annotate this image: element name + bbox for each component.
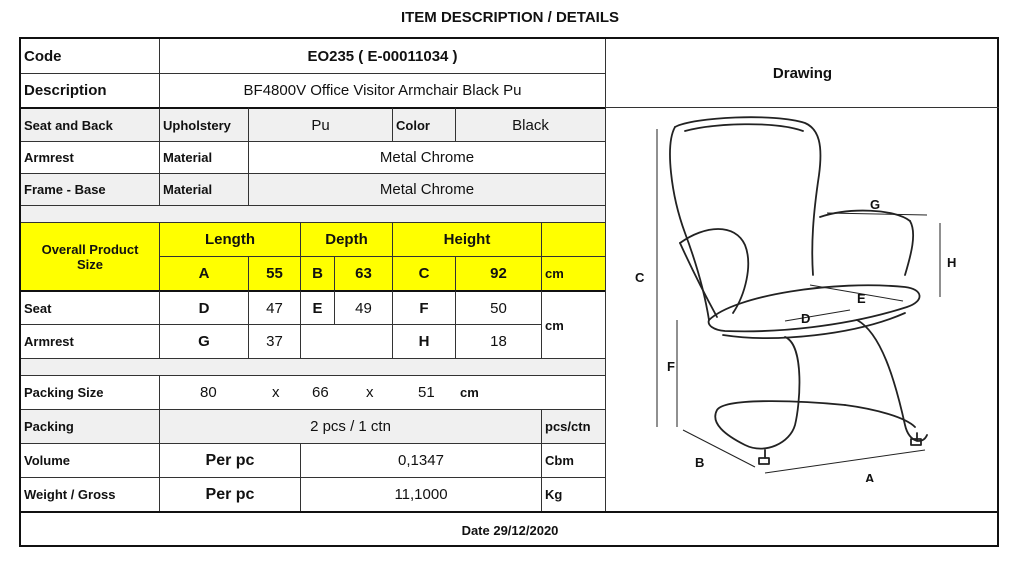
dim-line-a: [765, 450, 925, 473]
armrest-g-value: 37: [248, 324, 300, 358]
armrest-h-value: 18: [455, 324, 541, 358]
overall-size-label: [21, 222, 159, 290]
armrest-label: Armrest: [21, 141, 159, 173]
packing-size-w: 66: [312, 383, 329, 401]
overall-unit: cm: [541, 256, 605, 290]
diagram-label-e: E: [857, 291, 866, 306]
armrest-h-letter: H: [392, 324, 455, 358]
length-header: Length: [159, 222, 300, 256]
armrest-material-value: Metal Chrome: [248, 141, 605, 173]
upholstery-value: Pu: [248, 107, 392, 141]
chair-diagram: [605, 105, 997, 482]
armrest-dims-label: Armrest: [21, 324, 159, 358]
overall-size-label-line1: Overall Product: [41, 241, 139, 257]
packing-label: Packing: [21, 409, 159, 443]
frame-base-label: Frame - Base: [21, 173, 159, 205]
dim-line-b: [683, 430, 755, 467]
seat-dims-label: Seat: [21, 290, 159, 324]
diagram-label-a: A: [865, 471, 875, 482]
dim-line-d: [785, 310, 850, 321]
seat-e-letter: E: [300, 290, 334, 324]
packing-size-x2: x: [366, 383, 374, 401]
overall-size-label-line2: Size: [76, 256, 103, 272]
color-label: Color: [392, 107, 455, 141]
drawing-label: Drawing: [605, 39, 999, 107]
volume-label: Volume: [21, 443, 159, 477]
armrest-empty-cell: [300, 324, 392, 358]
description-label: Description: [21, 73, 159, 107]
overall-a-value: 55: [248, 256, 300, 290]
frame-base-material-label: Material: [159, 173, 248, 205]
weight-value: 11,1000: [300, 477, 541, 511]
overall-a-letter: A: [159, 256, 248, 290]
code-label: Code: [24, 47, 62, 65]
volume-unit: Cbm: [541, 443, 605, 477]
height-header: Height: [392, 222, 541, 256]
diagram-label-f: F: [667, 359, 675, 374]
diagram-label-d: D: [801, 311, 811, 326]
seat-d-letter: D: [159, 290, 248, 324]
armrest-g-letter: G: [159, 324, 248, 358]
weight-unit: Kg: [541, 477, 605, 511]
overall-b-value: 63: [334, 256, 392, 290]
diagram-label-g: G: [870, 197, 881, 212]
dimension-lines: [657, 129, 940, 473]
armrest-material-label: Material: [159, 141, 248, 173]
dims-unit: cm: [541, 290, 605, 358]
packing-unit: pcs/ctn: [541, 409, 605, 443]
seat-f-letter: F: [392, 290, 455, 324]
packing-value: 2 pcs / 1 ctn: [159, 409, 541, 443]
overall-c-letter: C: [392, 256, 455, 290]
frame-base-material-value: Metal Chrome: [248, 173, 605, 205]
color-value: Black: [455, 107, 605, 141]
packing-size-x1: x: [272, 383, 280, 401]
diagram-label-c: C: [635, 270, 645, 285]
packing-size-unit: cm: [460, 384, 479, 400]
upholstery-label: Upholstery: [159, 107, 248, 141]
page-title: ITEM DESCRIPTION / DETAILS: [400, 9, 620, 26]
packing-size-h: 51: [418, 383, 435, 401]
volume-value: 0,1347: [300, 443, 541, 477]
chair-outline: [670, 117, 927, 464]
spacer-row-2: [21, 358, 605, 375]
seat-f-value: 50: [455, 290, 541, 324]
unit-header-empty: [541, 222, 605, 256]
spacer-row: [21, 205, 605, 222]
seat-d-value: 47: [248, 290, 300, 324]
packing-size-label: Packing Size: [21, 375, 159, 409]
diagram-label-h: H: [947, 255, 957, 270]
seat-e-value: 49: [334, 290, 392, 324]
overall-c-value: 92: [455, 256, 541, 290]
weight-label: Weight / Gross: [21, 477, 159, 511]
seat-back-label: Seat and Back: [21, 107, 159, 141]
date: Date 29/12/2020: [21, 511, 999, 547]
overall-b-letter: B: [300, 256, 334, 290]
diagram-label-b: B: [695, 455, 705, 470]
weight-per: Per pc: [159, 477, 300, 511]
depth-header: Depth: [300, 222, 392, 256]
dim-line-g: [827, 213, 927, 215]
code-value: EO235 ( E-00011034 ): [159, 39, 605, 73]
packing-size-cell: [159, 375, 605, 409]
volume-per: Per pc: [159, 443, 300, 477]
description-value: BF4800V Office Visitor Armchair Black Pu: [159, 73, 605, 107]
packing-size-l: 80: [200, 383, 217, 401]
